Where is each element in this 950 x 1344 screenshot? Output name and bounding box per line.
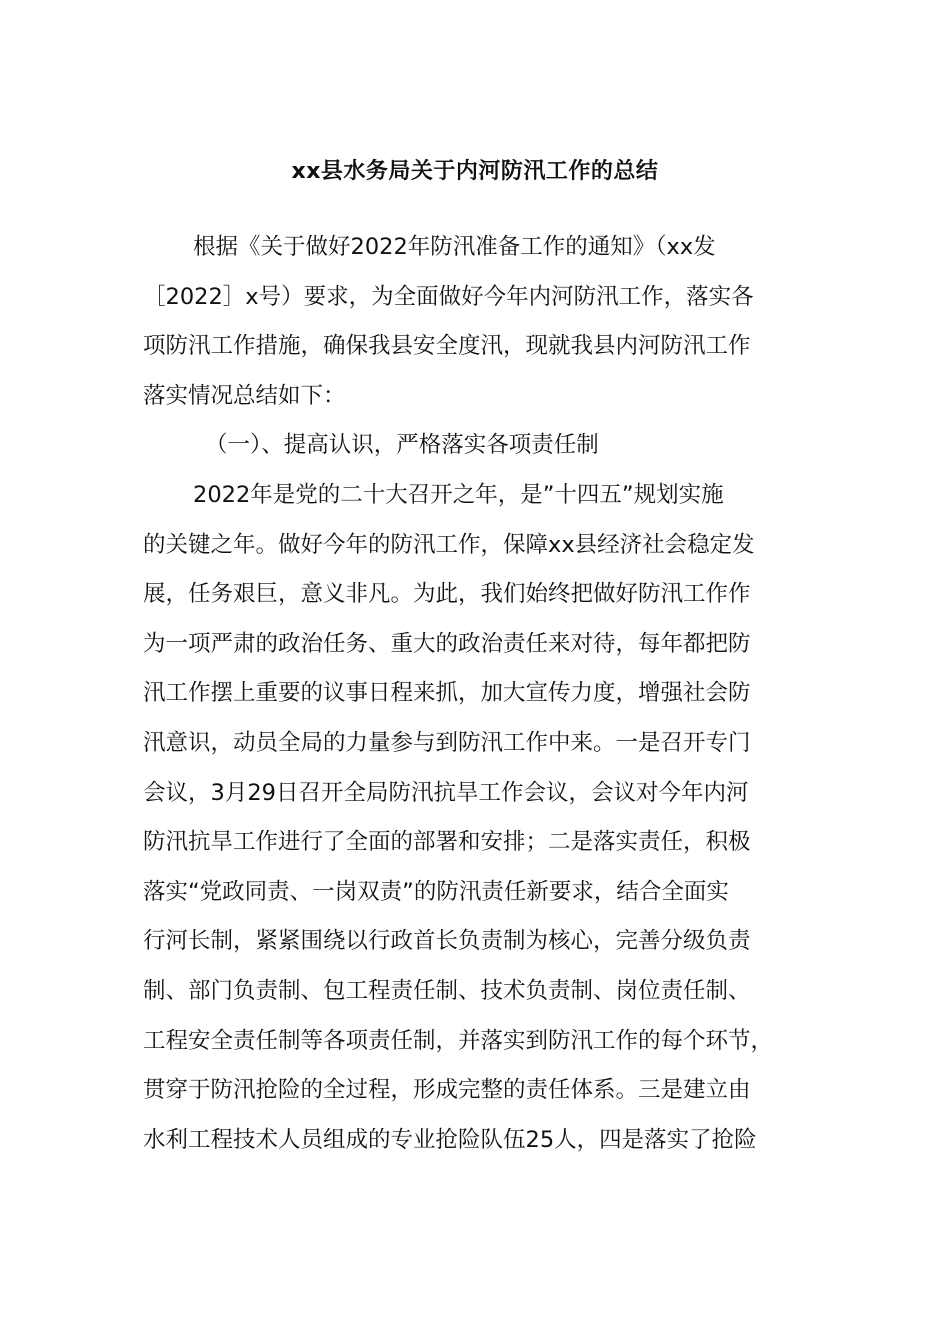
- paragraph-line: 行河长制，紧紧围绕以行政首长负责制为核心，完善分级负责: [143, 928, 751, 955]
- paragraph-line: 展，任务艰巨，意义非凡。为此，我们始终把做好防汛工作作: [143, 581, 751, 608]
- document-title: xx县水务局关于内河防汛工作的总结: [291, 159, 659, 184]
- paragraph-line: 防汛抗旱工作进行了全面的部署和安排；二是落实责任，积极: [143, 829, 751, 856]
- paragraph-line: 汛意识，动员全局的力量参与到防汛工作中来。一是召开专门: [143, 729, 751, 756]
- paragraph-line: 落实情况总结如下：: [143, 382, 346, 409]
- paragraph-line: 根据《关于做好2022年防汛准备工作的通知》（xx发: [193, 234, 716, 260]
- paragraph-line: 的关键之年。做好今年的防汛工作，保障xx县经济社会稳定发: [143, 531, 755, 558]
- paragraph-line: 2022年是党的二十大召开之年，是”十四五”规划实施: [193, 481, 724, 508]
- paragraph-line: 落实“党政同责、一岗双责”的防汛责任新要求，结合全面实: [143, 878, 729, 905]
- document-body: [143, 223, 807, 1165]
- paragraph-line: 项防汛工作措施，确保我县安全度汛，现就我县内河防汛工作: [143, 333, 751, 360]
- paragraph-line: 水利工程技术人员组成的专业抢险队伍25人，四是落实了抢险: [143, 1126, 757, 1153]
- paragraph-line: 会议，3月29日召开全局防汛抗旱工作会议，会议对今年内河: [143, 779, 749, 806]
- paragraph-line: 贯穿于防汛抢险的全过程，形成完整的责任体系。三是建立由: [143, 1077, 751, 1104]
- paragraph-line: ［2022］x号）要求，为全面做好今年内河防汛工作，落实各: [143, 283, 754, 310]
- paragraph-line: 工程安全责任制等各项责任制，并落实到防汛工作的每个环节，: [143, 1027, 774, 1054]
- section-heading: （一）、提高认识，严格落实各项责任制: [205, 432, 599, 459]
- paragraph-line: 为一项严肃的政治任务、重大的政治责任来对待，每年都把防: [143, 630, 751, 657]
- paragraph-line: 汛工作摆上重要的议事日程来抓，加大宣传力度，增强社会防: [143, 680, 751, 707]
- paragraph-line: 制、部门负责制、包工程责任制、技术负责制、岗位责任制、: [143, 977, 751, 1004]
